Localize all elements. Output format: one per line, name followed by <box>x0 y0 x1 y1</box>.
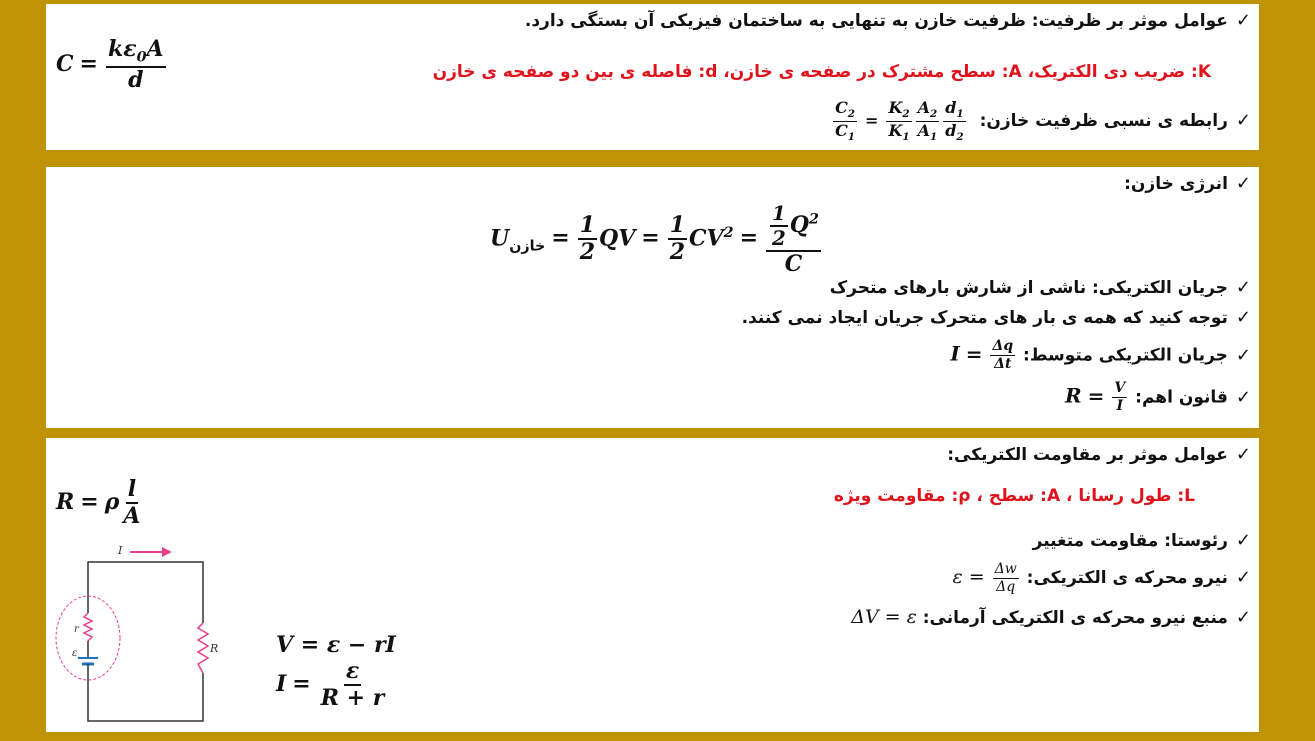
resistance-formula: R = ρ $\frac{l}{A}$ <box>56 476 141 530</box>
current-label: I <box>118 544 123 557</box>
capacitance-fraction: $\frac{k\varepsilon_0A}{d}$ <box>107 36 164 94</box>
ideal-emf-formula: ΔV = ε <box>851 606 917 628</box>
resistance-emf-panel <box>46 438 1259 732</box>
resistance-legend: L: طول رسانا ، A: سطح ، ρ: مقاومت ویژه <box>833 486 1195 506</box>
battery-emf-label: ε <box>72 648 78 659</box>
internal-resistor-icon <box>84 613 92 641</box>
relative-capacitance-formula: $\frac{C_2}{C_1}$ = $\frac{K_2}{K_1}$ $\frac{A_2}{A_1}$ $\frac{d_1}{d_2}$ <box>835 98 964 144</box>
check-icon: ✓ <box>1235 444 1251 465</box>
emf-line: ✓نیرو محرکه ی الکتریکی: ε = $\frac{\Delta w}{\Delta q}$ <box>952 561 1251 595</box>
circuit-diagram <box>52 538 222 728</box>
energy-label-line: ✓انرژی خازن: <box>1124 173 1251 194</box>
check-icon: ✓ <box>1235 386 1251 408</box>
load-resistor-label: R <box>210 642 219 655</box>
capacitor-energy-formula: $U_{خازن}$ = $\frac{1}{2}$ QV = $\frac{1}{2}$ $CV^2$ = $\frac{1}{2}$ $Q^2$ C <box>490 201 819 277</box>
bottom-wire <box>88 673 203 721</box>
ohm-law-formula: R = $\frac{V}{I}$ <box>1064 380 1126 414</box>
relative-capacitance-line: ✓رابطه ی نسبی ظرفیت خازن: $\frac{C_2}{C_1}$ = $\frac{K_2}{K_1}$ $\frac{A_2}{A_1}$ $\frac{d_1}{d_2}$ <box>831 100 1251 143</box>
internal-resistor-label: r <box>74 624 79 635</box>
emf-formula: ε = $\frac{\Delta w}{\Delta q}$ <box>952 561 1017 595</box>
capacitance-formula: C = $\frac{k\varepsilon_0A}{d}$ <box>56 36 164 94</box>
check-icon: ✓ <box>1235 10 1251 31</box>
rheostat-line: ✓رئوستا: مقاومت متغییر <box>1032 530 1251 551</box>
top-wire <box>88 562 203 623</box>
load-resistor-icon <box>198 623 208 673</box>
capacitance-legend: K: ضریب دی الکتریک، A: سطح مشترک در صفحه ی خازن، d: فاصله ی بین دو صفحه ی خازن <box>432 62 1211 82</box>
current-arrow-head-icon <box>162 547 172 557</box>
check-icon: ✓ <box>1235 307 1251 328</box>
resistance-factors-line: ✓عوامل موثر بر مقاومت الکتریکی: <box>947 444 1251 465</box>
energy-current-panel <box>46 167 1259 428</box>
average-current-line: ✓جریان الکتریکی متوسط: I = $\frac{\Delta q}{\Delta t}$ <box>950 338 1251 372</box>
ideal-emf-line: ✓منبع نیرو محرکه ی الکتریکی آرمانی: ΔV = ε <box>851 606 1251 628</box>
check-icon: ✓ <box>1235 173 1251 194</box>
circuit-current-formula: I = $\frac{\varepsilon}{R + r}$ <box>276 658 385 712</box>
check-icon: ✓ <box>1235 607 1251 628</box>
check-icon: ✓ <box>1235 110 1251 132</box>
average-current-formula: I = $\frac{\Delta q}{\Delta t}$ <box>950 338 1014 372</box>
check-icon: ✓ <box>1235 567 1251 589</box>
ohm-law-line: ✓قانون اهم: R = $\frac{V}{I}$ <box>1064 380 1251 414</box>
capacitance-factors-line: ✓عوامل موثر بر ظرفیت: ظرفیت خازن به تنهایی به ساختمان فیزیکی آن بستگی دارد. <box>524 10 1251 31</box>
capacitance-panel <box>46 4 1259 150</box>
current-definition-line: ✓جریان الکتریکی: ناشی از شارش بارهای متحرک <box>829 277 1251 298</box>
check-icon: ✓ <box>1235 530 1251 551</box>
check-icon: ✓ <box>1235 277 1251 298</box>
current-note-line: ✓توجه کنید که همه ی بار های متحرک جریان ایجاد نمی کنند. <box>741 307 1251 328</box>
check-icon: ✓ <box>1235 344 1251 366</box>
terminal-voltage-formula: V = ε − rI <box>276 632 396 658</box>
